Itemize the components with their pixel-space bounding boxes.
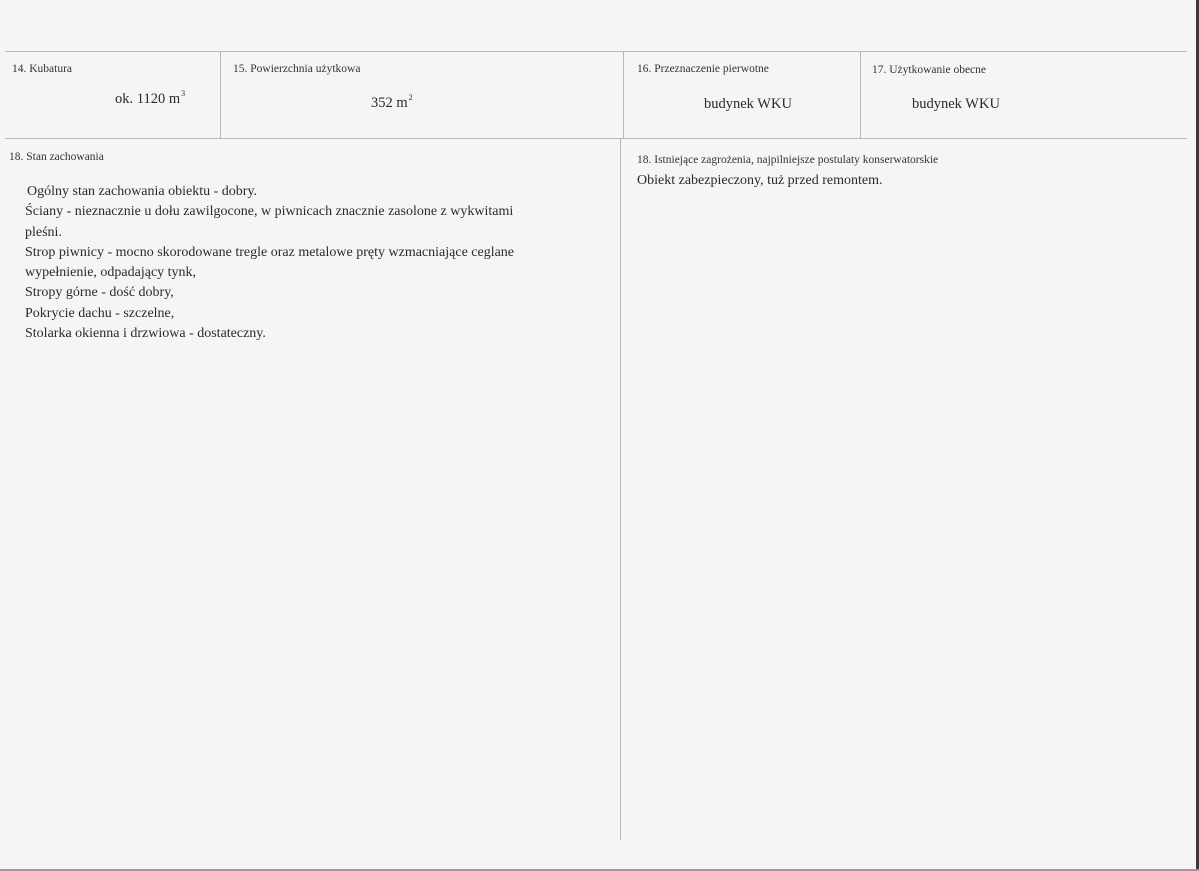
kubatura-number: ok. 1120 m: [115, 91, 181, 107]
przeznaczenie-label: 16. Przeznaczenie pierwotne: [637, 63, 769, 75]
stan-zachowania-text: [25, 182, 514, 344]
zagrozenia-label: 18. Istniejące zagrożenia, najpilniejsze postulaty konserwatorskie: [637, 154, 939, 166]
table-row-divider: [5, 138, 1187, 139]
przeznaczenie-value: budynek WKU: [704, 96, 792, 112]
stan-line: Stolarka okienna i drzwiowa - dostateczny.: [25, 326, 266, 342]
stan-line: wypełnienie, odpadający tynk,: [25, 265, 197, 281]
column-divider-1: [220, 51, 221, 138]
kubatura-value: [115, 91, 185, 108]
stan-line: Ogólny stan zachowania obiektu - dobry.: [27, 184, 258, 199]
uzytkowanie-value: budynek WKU: [912, 96, 1000, 112]
powierzchnia-unit-exponent: 2: [408, 93, 413, 102]
stan-line: Stropy górne - dość dobry,: [25, 285, 174, 301]
table-top-border: [5, 51, 1187, 52]
column-divider-3: [860, 51, 861, 138]
stan-line: Strop piwnicy - mocno skorodowane tregle oraz metalowe pręty wzmacniające ceglane: [25, 244, 515, 260]
uzytkowanie-label: 17. Użytkowanie obecne: [872, 64, 987, 76]
stan-line: Ściany - nieznacznie u dołu zawilgocone, w piwnicach znacznie zasolone z wykwitami: [25, 204, 514, 220]
stan-line: Pokrycie dachu - szczelne,: [25, 305, 175, 321]
powierzchnia-value: [371, 95, 413, 112]
column-divider-2: [623, 51, 624, 138]
powierzchnia-number: 352 m: [371, 95, 408, 111]
kubatura-unit-exponent: 3: [181, 89, 186, 98]
kubatura-label: 14. Kubatura: [12, 63, 73, 75]
powierzchnia-label: 15. Powierzchnia użytkowa: [233, 63, 361, 75]
zagrozenia-text: Obiekt zabezpieczony, tuż przed remontem.: [637, 173, 883, 188]
stan-line: pleśni.: [25, 224, 62, 240]
column-divider-main: [620, 138, 621, 840]
stan-zachowania-label: 18. Stan zachowania: [9, 151, 104, 163]
